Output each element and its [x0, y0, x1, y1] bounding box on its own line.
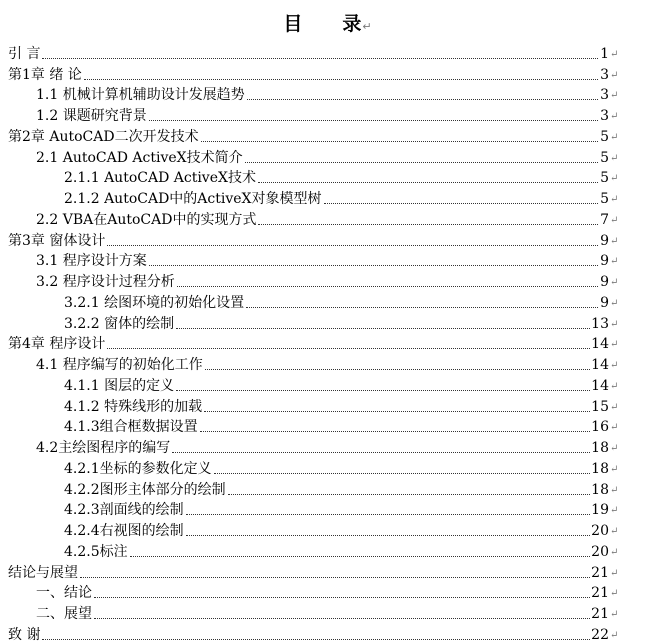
toc-entry[interactable]	[0, 291, 655, 312]
toc-page-number: 14	[591, 336, 609, 353]
toc-dot-leader	[205, 369, 590, 370]
toc-entry[interactable]	[0, 84, 655, 105]
paragraph-mark-icon: ↵	[362, 20, 372, 33]
toc-dot-leader	[246, 307, 598, 308]
toc-dot-leader	[204, 411, 590, 412]
paragraph-mark-icon: ↵	[610, 152, 619, 164]
toc-dot-leader	[186, 514, 591, 515]
toc-dot-leader	[258, 224, 598, 225]
toc-entry-label: 2.1.1 AutoCAD ActiveX技术	[64, 170, 256, 187]
paragraph-mark-icon: ↵	[610, 277, 619, 288]
toc-page-number: 5	[600, 191, 609, 207]
toc-dot-leader	[107, 245, 598, 246]
paragraph-mark-icon: ↵	[610, 609, 619, 620]
toc-title	[0, 9, 655, 35]
toc-page-number: 9	[600, 232, 609, 249]
toc-entry-label: 二、展望	[36, 606, 92, 622]
toc-page-number: 15	[591, 398, 609, 415]
toc-entry-label: 1.1 机械计算机辅助设计发展趋势	[36, 87, 245, 104]
paragraph-mark-icon: ↵	[610, 567, 619, 579]
toc-entry[interactable]	[0, 187, 655, 208]
toc-entry-label: 4.2.5标注	[64, 543, 128, 560]
toc-entry-label: 4.1.3组合框数据设置	[64, 419, 198, 436]
paragraph-mark-icon: ↵	[610, 588, 619, 600]
toc-entry-label: 第3章 窗体设计	[8, 232, 106, 249]
toc-entry[interactable]	[0, 561, 655, 582]
toc-entry-label: 4.1.2 特殊线形的加载	[64, 398, 203, 415]
toc-entry[interactable]	[0, 499, 655, 520]
toc-entry-label: 1.2 课题研究背景	[36, 108, 147, 124]
toc-page-number: 3	[600, 66, 609, 83]
toc-entry[interactable]	[0, 146, 655, 167]
toc-entry-label: 2.2 VBA在AutoCAD中的实现方式	[36, 211, 257, 228]
paragraph-mark-icon: ↵	[610, 339, 619, 351]
toc-page-number: 3	[600, 87, 609, 104]
toc-dot-leader	[247, 99, 598, 100]
toc-page-number: 14	[591, 357, 609, 373]
paragraph-mark-icon: ↵	[610, 526, 619, 537]
toc-page-number: 5	[600, 128, 609, 145]
toc-entry[interactable]	[0, 582, 655, 603]
toc-entry[interactable]	[0, 519, 655, 540]
paragraph-mark-icon: ↵	[610, 546, 619, 558]
paragraph-mark-icon: ↵	[610, 505, 619, 517]
toc-entry[interactable]	[0, 623, 655, 644]
paragraph-mark-icon: ↵	[610, 48, 619, 60]
paragraph-mark-icon: ↵	[610, 256, 619, 268]
paragraph-mark-icon: ↵	[610, 443, 619, 454]
toc-dot-leader	[149, 120, 598, 121]
toc-entry-label: 引 言	[8, 45, 41, 62]
paragraph-mark-icon: ↵	[610, 297, 619, 309]
paragraph-mark-icon: ↵	[610, 235, 619, 247]
toc-entry[interactable]	[0, 270, 655, 291]
paragraph-mark-icon: ↵	[610, 422, 619, 434]
toc-dot-leader	[200, 431, 591, 432]
paragraph-mark-icon: ↵	[610, 111, 619, 122]
toc-entry-label: 结论与展望	[8, 564, 78, 581]
toc-entry-label: 第2章 AutoCAD二次开发技术	[8, 128, 199, 145]
toc-page-number: 3	[600, 108, 609, 124]
toc-dot-leader	[130, 556, 591, 557]
toc-dot-leader	[172, 452, 590, 453]
toc-dot-leader	[258, 182, 598, 183]
toc-entry-label: 一、结论	[36, 585, 92, 602]
toc-page-number: 22	[591, 626, 609, 643]
toc-entry[interactable]	[0, 602, 655, 623]
toc-entry-label: 3.1 程序设计方案	[36, 253, 147, 270]
toc-entry[interactable]	[0, 478, 655, 499]
toc-entry[interactable]	[0, 42, 655, 63]
toc-dot-leader	[94, 618, 590, 619]
toc-dot-leader	[186, 535, 591, 536]
paragraph-mark-icon: ↵	[610, 380, 619, 392]
toc-entry-label: 3.2.2 窗体的绘制	[64, 315, 175, 332]
toc-page-number: 7	[600, 211, 609, 228]
toc-entry-label: 致 谢	[8, 626, 41, 643]
toc-page-number: 19	[591, 502, 609, 519]
paragraph-mark-icon: ↵	[610, 173, 619, 185]
toc-page-number: 18	[591, 460, 609, 477]
toc-entry[interactable]	[0, 436, 655, 457]
toc-entry[interactable]	[0, 104, 655, 125]
toc-page-number: 20	[591, 523, 609, 539]
toc-entry[interactable]	[0, 312, 655, 333]
toc-entry-label: 3.2.1 绘图环境的初始化设置	[64, 294, 245, 311]
toc-dot-leader	[149, 265, 598, 266]
toc-page-number: 13	[591, 315, 609, 332]
toc-entry[interactable]	[0, 333, 655, 354]
toc-entry[interactable]	[0, 125, 655, 146]
paragraph-mark-icon: ↵	[610, 69, 619, 81]
toc-entry-label: 2.1.2 AutoCAD中的ActiveX对象模型树	[64, 191, 322, 207]
toc-page-number: 18	[591, 440, 609, 456]
toc-entry[interactable]	[0, 457, 655, 478]
toc-page-number: 21	[591, 606, 609, 622]
toc-entry-label: 第1章 绪 论	[8, 66, 82, 83]
toc-dot-leader	[324, 203, 598, 204]
toc-page-number: 21	[591, 564, 609, 581]
paragraph-mark-icon: ↵	[610, 194, 619, 205]
toc-entry[interactable]	[0, 208, 655, 229]
toc-page-number: 9	[600, 294, 609, 311]
toc-title-part2: 录	[342, 13, 362, 35]
paragraph-mark-icon: ↵	[610, 401, 619, 413]
toc-page-number: 21	[591, 585, 609, 602]
paragraph-mark-icon: ↵	[610, 318, 619, 330]
toc-page-number: 5	[600, 170, 609, 187]
toc-page-number: 1	[600, 45, 609, 62]
toc-page-number: 14	[591, 377, 609, 394]
toc-entry[interactable]	[0, 416, 655, 437]
toc-entry-label: 4.2主绘图程序的编写	[36, 440, 171, 456]
toc-entry-label: 第4章 程序设计	[8, 336, 106, 353]
toc-entry[interactable]	[0, 167, 655, 188]
toc-title-part1: 目	[283, 13, 303, 35]
paragraph-mark-icon: ↵	[610, 463, 619, 475]
toc-page-number: 20	[591, 543, 609, 560]
toc-entry-label: 4.1 程序编写的初始化工作	[36, 357, 203, 373]
toc-dot-leader	[94, 597, 590, 598]
toc-dot-leader	[107, 348, 590, 349]
toc-dot-leader	[228, 494, 591, 495]
toc-dot-leader	[84, 79, 598, 80]
toc-entry-label: 2.1 AutoCAD ActiveX技术简介	[36, 149, 243, 166]
toc-entry[interactable]	[0, 250, 655, 271]
toc-dot-leader	[245, 162, 598, 163]
toc-dot-leader	[42, 58, 598, 59]
paragraph-mark-icon: ↵	[610, 629, 619, 641]
toc-dot-leader	[201, 141, 598, 142]
toc-entry[interactable]	[0, 353, 655, 374]
paragraph-mark-icon: ↵	[610, 214, 619, 226]
toc-entry-label: 4.2.1坐标的参数化定义	[64, 460, 212, 477]
toc-entry[interactable]	[0, 540, 655, 561]
toc-dot-leader	[176, 390, 590, 391]
toc-entry-label: 4.2.3剖面线的绘制	[64, 502, 184, 519]
toc-entry-label: 4.2.2图形主体部分的绘制	[64, 481, 226, 498]
paragraph-mark-icon: ↵	[610, 90, 619, 102]
paragraph-mark-icon: ↵	[610, 360, 619, 371]
toc-entry[interactable]	[0, 229, 655, 250]
toc-dot-leader	[80, 577, 590, 578]
toc-entry-label: 3.2 程序设计过程分析	[36, 274, 175, 290]
paragraph-mark-icon: ↵	[610, 131, 619, 143]
toc-dot-leader	[214, 473, 591, 474]
toc-list	[0, 42, 655, 644]
toc-page-number: 9	[600, 274, 609, 290]
paragraph-mark-icon: ↵	[610, 484, 619, 496]
toc-page-number: 9	[600, 253, 609, 270]
toc-entry[interactable]	[0, 374, 655, 395]
toc-entry[interactable]	[0, 395, 655, 416]
toc-page-number: 18	[591, 481, 609, 498]
toc-dot-leader	[177, 286, 598, 287]
toc-entry-label: 4.1.1 图层的定义	[64, 377, 175, 394]
toc-entry-label: 4.2.4右视图的绘制	[64, 523, 184, 539]
toc-dot-leader	[176, 328, 590, 329]
toc-entry[interactable]	[0, 63, 655, 84]
toc-page-number: 5	[600, 149, 609, 166]
toc-page-number: 16	[591, 419, 609, 436]
